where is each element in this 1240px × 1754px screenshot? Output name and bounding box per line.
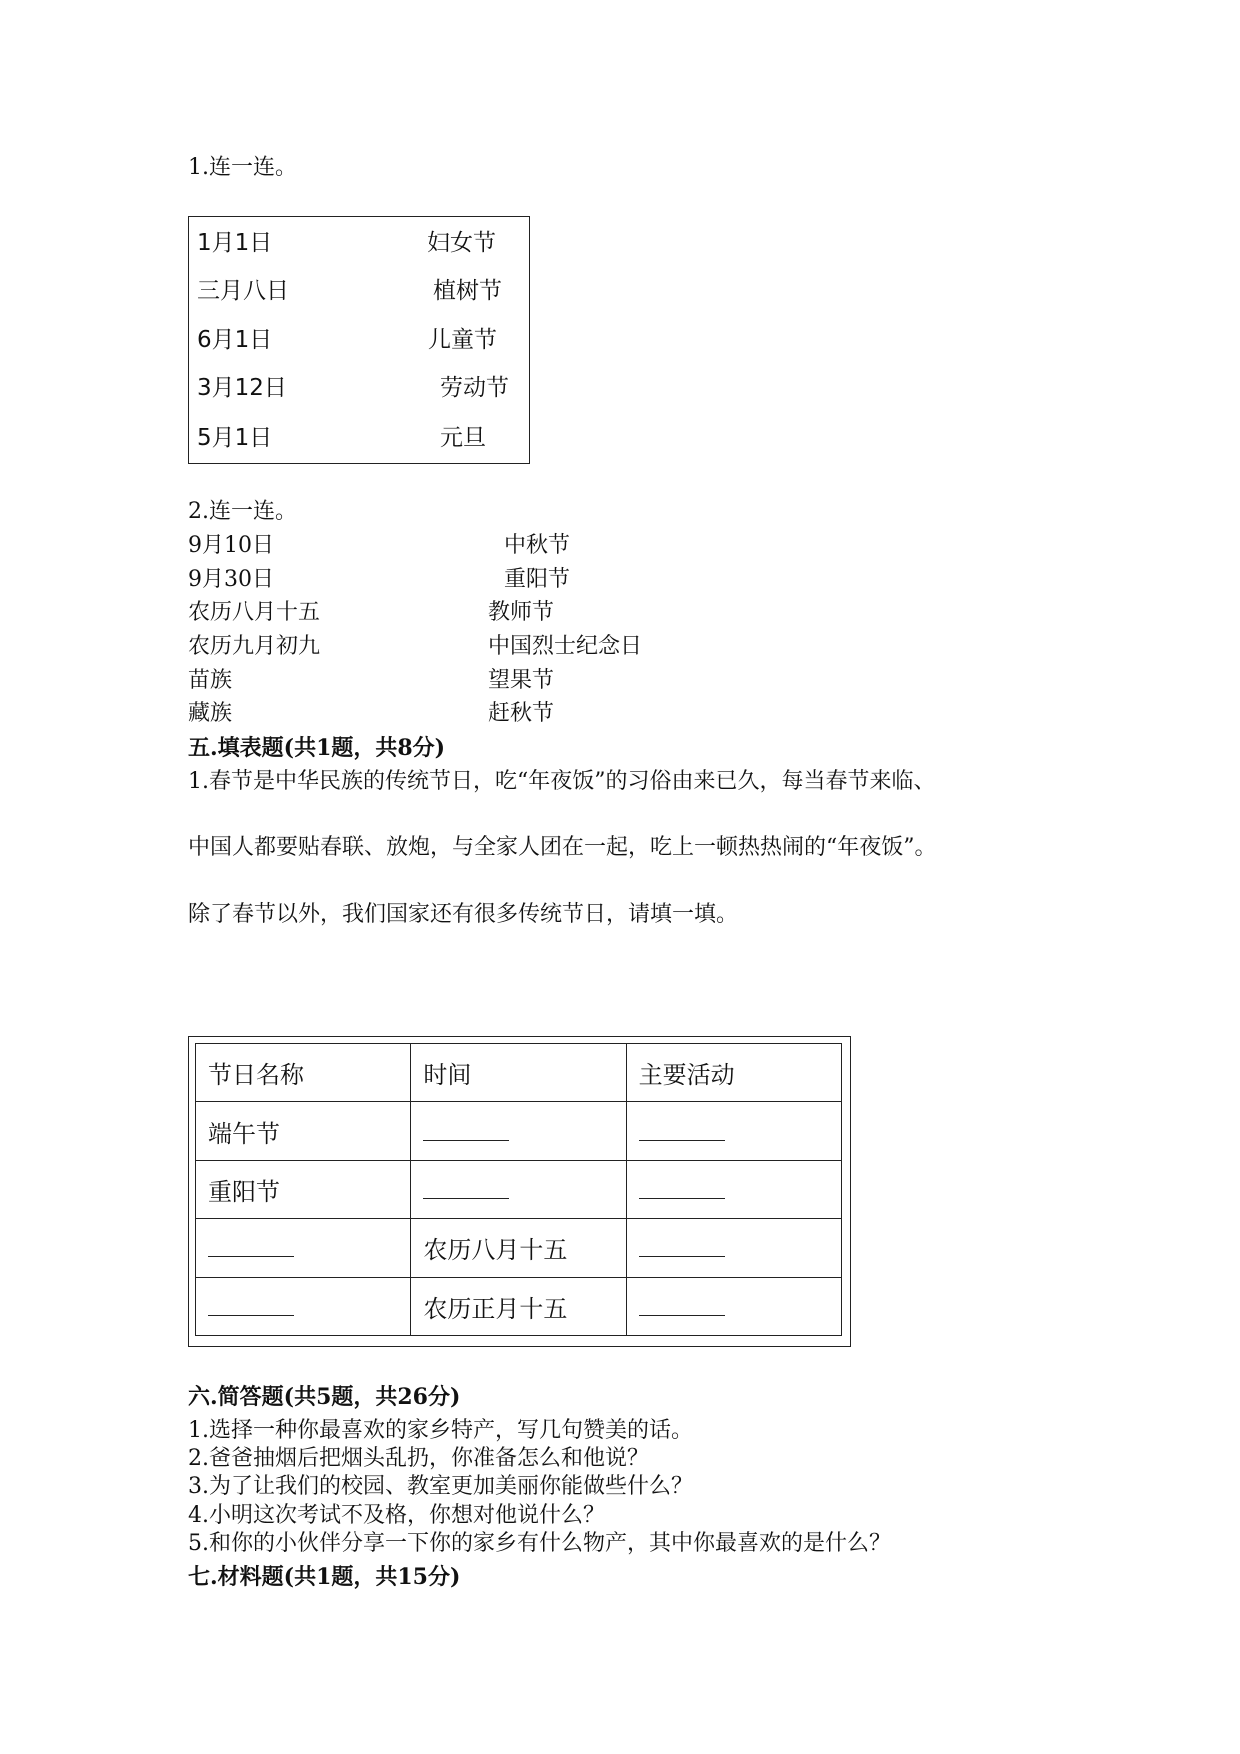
item1-heading: 1.连一连。	[188, 155, 297, 180]
section5-para-1: 1.春节是中华民族的传统节日，吃“年夜饭”的习俗由来已久，每当春节来临、	[188, 769, 936, 794]
answer-blank[interactable]	[423, 1182, 509, 1199]
table-cell-blank[interactable]	[626, 1102, 841, 1160]
table-header-cell: 节日名称	[196, 1044, 411, 1102]
item2-left-5: 苗族	[188, 668, 233, 693]
table-cell-blank[interactable]	[626, 1219, 841, 1277]
table-header-row	[196, 1044, 842, 1102]
section6-title: 六.简答题(共5题，共26分)	[188, 1384, 461, 1410]
answer-blank[interactable]	[423, 1124, 509, 1141]
table-cell-blank[interactable]	[196, 1219, 411, 1277]
answer-blank[interactable]	[639, 1299, 725, 1316]
item1-date-5: 5月1日	[197, 425, 273, 451]
question-4: 4.小明这次考试不及格，你想对他说什么？	[188, 1503, 605, 1528]
table-header-cell: 时间	[411, 1044, 626, 1102]
fill-table	[195, 1043, 842, 1336]
table-row	[196, 1102, 842, 1160]
item1-festival-2: 植树节	[433, 278, 502, 304]
item2-right-1: 中秋节	[504, 533, 571, 558]
item2-right-6: 赶秋节	[488, 701, 555, 726]
table-cell-blank[interactable]	[411, 1102, 626, 1160]
table-row	[196, 1160, 842, 1218]
table-cell: 农历正月十五	[411, 1277, 626, 1335]
section7-title: 七.材料题(共1题，共15分)	[188, 1564, 461, 1590]
item2-left-3: 农历八月十五	[188, 600, 321, 625]
table-cell-blank[interactable]	[626, 1160, 841, 1218]
question-5: 5.和你的小伙伴分享一下你的家乡有什么物产，其中你最喜欢的是什么？	[188, 1531, 891, 1556]
item2-left-4: 农历九月初九	[188, 634, 321, 659]
table-cell-blank[interactable]	[196, 1277, 411, 1335]
answer-blank[interactable]	[639, 1124, 725, 1141]
answer-blank[interactable]	[639, 1182, 725, 1199]
item2-left-2: 9月30日	[188, 567, 274, 592]
table-row	[196, 1219, 842, 1277]
item2-right-3: 教师节	[488, 600, 555, 625]
question-2: 2.爸爸抽烟后把烟头乱扔，你准备怎么和他说？	[188, 1446, 649, 1471]
section5-title: 五.填表题(共1题，共8分)	[188, 735, 446, 761]
answer-blank[interactable]	[639, 1240, 725, 1257]
table-cell: 重阳节	[196, 1160, 411, 1218]
item1-date-4: 3月12日	[197, 375, 287, 401]
item1-festival-3: 儿童节	[428, 327, 497, 353]
table-cell: 端午节	[196, 1102, 411, 1160]
item1-date-3: 6月1日	[197, 327, 273, 353]
item2-left-1: 9月10日	[188, 533, 274, 558]
section5-para-2: 中国人都要贴春联、放炮，与全家人团在一起，吃上一顿热热闹的“年夜饭”。	[188, 835, 937, 860]
item1-date-1: 1月1日	[197, 230, 273, 256]
item1-date-2: 三月八日	[197, 278, 289, 304]
item2-heading: 2.连一连。	[188, 499, 297, 524]
table-row	[196, 1277, 842, 1335]
item1-festival-1: 妇女节	[427, 230, 496, 256]
table-header-cell: 主要活动	[626, 1044, 841, 1102]
table-cell-blank[interactable]	[411, 1160, 626, 1218]
table-cell-blank[interactable]	[626, 1277, 841, 1335]
question-1: 1.选择一种你最喜欢的家乡特产，写几句赞美的话。	[188, 1418, 693, 1443]
item2-left-6: 藏族	[188, 701, 233, 726]
item1-festival-5: 元旦	[440, 425, 486, 451]
item2-right-5: 望果节	[488, 668, 555, 693]
item2-right-4: 中国烈士纪念日	[488, 634, 643, 659]
answer-blank[interactable]	[208, 1299, 294, 1316]
answer-blank[interactable]	[208, 1240, 294, 1257]
question-3: 3.为了让我们的校园、教室更加美丽你能做些什么？	[188, 1474, 693, 1499]
section5-para-3: 除了春节以外，我们国家还有很多传统节日，请填一填。	[188, 902, 739, 927]
item2-right-2: 重阳节	[504, 567, 571, 592]
item1-festival-4: 劳动节	[440, 375, 509, 401]
table-cell: 农历八月十五	[411, 1219, 626, 1277]
